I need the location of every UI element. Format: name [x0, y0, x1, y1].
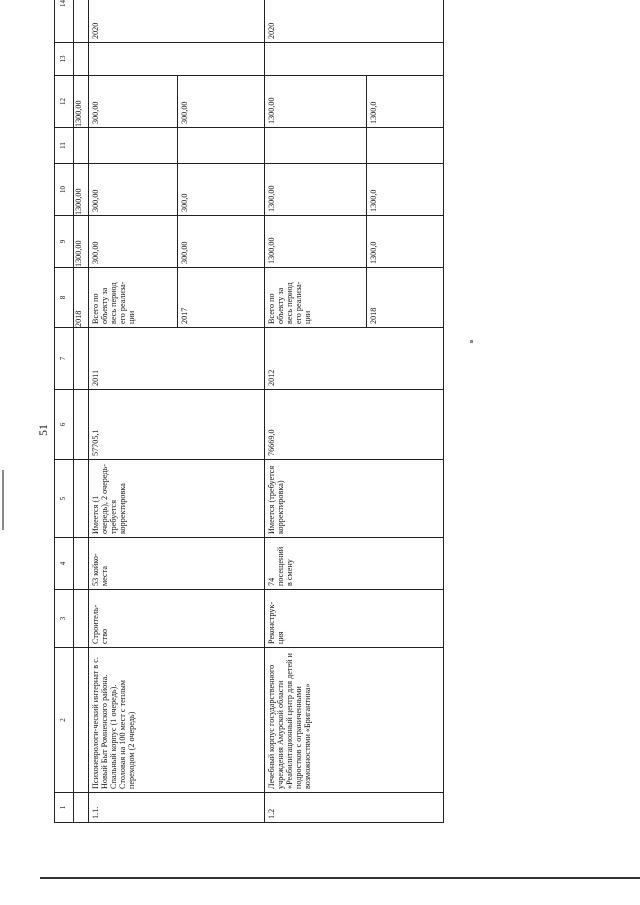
header-cell: 7: [55, 328, 74, 390]
table-row: [88, 0, 177, 823]
cell-amount: 1300,0: [367, 76, 444, 128]
cell-amount: 1300,0: [367, 216, 444, 268]
cell-year: 2018: [74, 268, 88, 328]
header-cell: 4: [55, 538, 74, 590]
scan-edge-line: [40, 877, 640, 879]
end-year: 2020: [265, 0, 444, 43]
cell-amount: 300,00: [88, 216, 177, 268]
investment-table: [54, 0, 444, 823]
estimated-cost: 76669,0: [265, 390, 444, 460]
cell-amount: 300,00: [178, 76, 265, 128]
header-cell: 13: [55, 43, 74, 76]
header-row: [55, 0, 74, 823]
header-cell: 8: [55, 268, 74, 328]
object-name: Психоневрологи-ческий интернат в с. Новый Быт Ромненского района. Спальный корпус (1 очередь). Столовая на 100 мест с теплым переходом (2 очередь): [88, 648, 264, 793]
object-name: Лечебный корпус государственного учреждения Амурской области «Реабилитационный центр для детей и подростков с ограниченными возможностями «Бригантина»: [265, 648, 444, 793]
cell-amount: 1300,00: [265, 164, 367, 216]
header-cell: 9: [55, 216, 74, 268]
cell-year: 2018: [367, 268, 444, 328]
header-cell: 14: [55, 0, 74, 43]
capacity: 74 посещений в смену: [265, 538, 444, 590]
cell-amount: 300,00: [178, 216, 265, 268]
table-canvas: [54, 0, 444, 823]
row-number: 1.1.: [88, 793, 264, 823]
page-number: 51: [36, 424, 50, 436]
cell-year: 2017: [178, 268, 265, 328]
cell-amount: 300,00: [88, 164, 177, 216]
cell-amount: 1300,0: [367, 164, 444, 216]
start-year: 2011: [88, 328, 264, 390]
rotated-table-frame: [54, 0, 444, 823]
cell-period: Всего по объекту за весь период его реализа-ции: [265, 268, 367, 328]
blank-row: [74, 0, 88, 823]
cell-amount: 300,00: [88, 76, 177, 128]
work-type: Строитель-ство: [88, 590, 264, 648]
estimated-cost: 57705,1: [88, 390, 264, 460]
cell-amount: 1300,00: [74, 76, 88, 128]
table-row: [265, 0, 367, 823]
header-cell: 12: [55, 76, 74, 128]
header-cell: 5: [55, 460, 74, 538]
capacity: 53 койко-места: [88, 538, 264, 590]
header-cell: 6: [55, 390, 74, 460]
work-type: Реконструк-ция: [265, 590, 444, 648]
project-docs: Имеется (1 очередь), 2 очередь- требуется корректировка: [88, 460, 264, 538]
cell-amount: 300,0: [178, 164, 265, 216]
cell-amount: 1300,00: [265, 216, 367, 268]
header-cell: 3: [55, 590, 74, 648]
header-cell: 2: [55, 648, 74, 793]
scan-mark: [2, 470, 4, 530]
cell-amount: 1300,00: [74, 164, 88, 216]
header-cell: 11: [55, 128, 74, 164]
header-cell: 1: [55, 793, 74, 823]
cell-period: Всего по объекту за весь период его реализа-ции: [88, 268, 177, 328]
start-year: 2012: [265, 328, 444, 390]
scan-mark: [470, 340, 473, 343]
cell-amount: 1300,00: [74, 216, 88, 268]
row-number: 1.2: [265, 793, 444, 823]
project-docs: Имеется (требуется корректировка): [265, 460, 444, 538]
header-cell: 10: [55, 164, 74, 216]
end-year: 2020: [88, 0, 264, 43]
cell-amount: 1300,00: [265, 76, 367, 128]
